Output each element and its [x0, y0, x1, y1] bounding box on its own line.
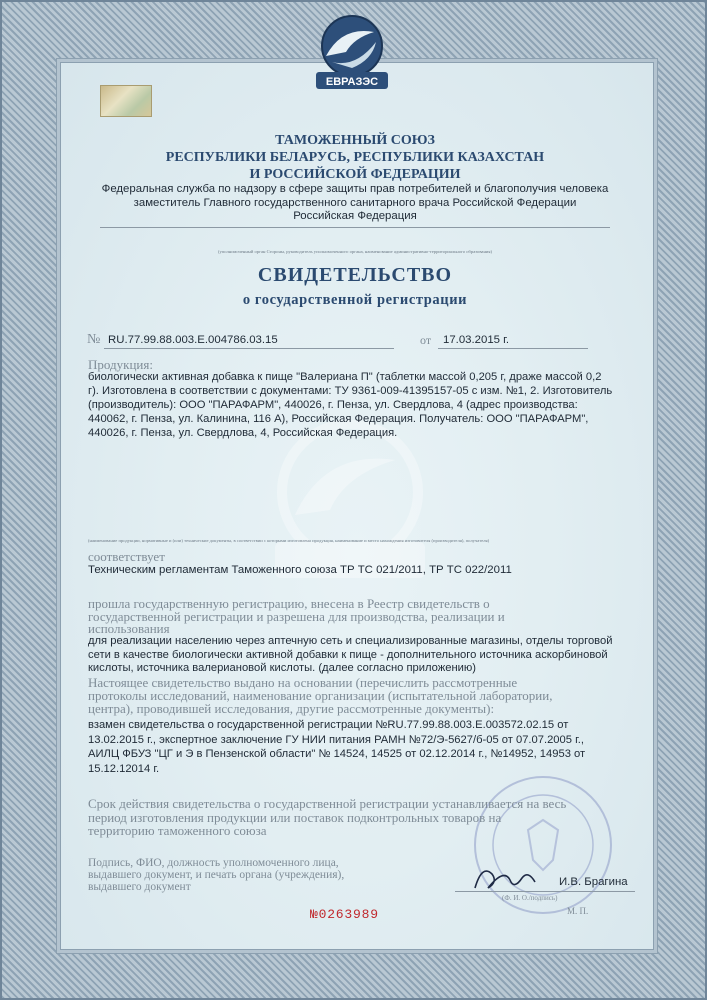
registration-lead [88, 598, 624, 636]
signature-name-caption: (Ф. И. О./подпись) [502, 894, 558, 902]
registration-lead-line: государственной регистрации и разрешена для производства, реализации и [88, 608, 505, 624]
basis-line: АИЛЦ ФБУЗ "ЦГ и Э в Пензенской области" № 14524, 14525 от 02.12.2014 г., №14952, 14953 от [88, 748, 586, 760]
basis-line: 15.12.12014 г. [88, 762, 160, 775]
validity-line: Срок действия свидетельства о государственной регистрации устанавливается на весь [88, 796, 567, 811]
scope-line: для реализации населению через аптечную сеть и специализированные магазины, отделы торговой [88, 635, 613, 647]
basis-lead-line: протоколы исследований, наименование организации (испытательной лаборатории, [88, 688, 553, 703]
product-line: (производитель): ООО "ПАРАФАРМ", 440026, г. Пенза, ул. Свердлова, 4 (адрес производства: [88, 399, 578, 411]
hologram-sticker [100, 85, 152, 117]
signature-caption-line: выдавшего документ [88, 881, 191, 893]
date-underline [438, 348, 588, 349]
scope-line: сети в качестве биологически активной добавки к пище - дополнительного источника аскорбиновой [88, 648, 608, 661]
basis-lead [88, 676, 624, 715]
conformity-value: Техническим регламентам Таможенного союза ТР ТС 021/2011, ТР ТС 022/2011 [88, 564, 512, 576]
conformity-label: соответствует [88, 549, 165, 564]
registration-lead-line: прошла государственную регистрацию, внесена в Реестр свидетельств о [88, 596, 490, 611]
authority-underline [100, 227, 610, 228]
date-label: от [420, 333, 432, 347]
emblem-label: ЕВРАЗЭС [325, 76, 379, 88]
certificate-subtitle: о государственной регистрации [242, 292, 468, 308]
basis-documents [88, 718, 648, 776]
basis-line: 13.02.2015 г., экспертное заключение ГУ НИИ питания РАМН №72/Э-5627/б-05 от 07.07.2005 г., [88, 733, 585, 746]
authority-line-1: Федеральная служба по надзору в сфере защиты прав потребителей и благополучия человека [101, 183, 609, 195]
product-caption: (наименование продукции, нормативные и (или) технические документы, в соответствии с которыми изготовлена продукция, наименование и место нахождения изготовителя (производителя), получателя) [88, 538, 490, 543]
header-federation: И РОССИЙСКОЙ ФЕДЕРАЦИИ [249, 167, 461, 182]
basis-lead-line: Настоящее свидетельство выдано на основании (перечислить рассмотренные [88, 675, 518, 690]
signatory-name: И.В. Брагина [559, 876, 628, 888]
authority-caption: (уполномоченный орган Стороны, руководитель уполномоченного органа, наименование административно-территориального образования) [217, 249, 493, 254]
authority-line-2: заместитель Главного государственного санитарного врача Российской Федерации [133, 196, 577, 209]
eurasec-emblem-icon [302, 12, 402, 94]
validity-text [88, 797, 624, 838]
basis-lead-line: центра), проводившей исследования, другие рассмотренные документы): [88, 701, 495, 716]
signature-caption [88, 857, 344, 893]
product-line: 440062, г. Пенза, ул. Калинина, 116 А), Российская Федерация. Получатель: ООО "ПАРАФАРМ", [88, 413, 589, 425]
signature-caption-line: Подпись, ФИО, должность уполномоченного лица, [88, 857, 339, 869]
signature-underline [455, 891, 635, 892]
header-union: ТАМОЖЕННЫЙ СОЮЗ [275, 133, 435, 148]
authority-line-3: Российская Федерация [293, 210, 417, 222]
signature-caption-line: выдавшего документ, и печать органа (учреждения), [88, 869, 345, 881]
product-line: г). Изготовлена в соответствии с документами: ТУ 9361-009-41395157-05 с изм. №1, 2. Изготовитель [88, 385, 613, 397]
product-line: биологически активная добавка к пище "Валериана П" (таблетки массой 0,205 г, драже массой 0,2 [88, 371, 602, 383]
registration-scope [88, 635, 648, 676]
header-republics: РЕСПУБЛИКИ БЕЛАРУСЬ, РЕСПУБЛИКИ КАЗАХСТАН [165, 150, 545, 165]
registration-date: 17.03.2015 г. [443, 334, 510, 346]
number-underline [104, 348, 394, 349]
registration-lead-line: использования [88, 621, 170, 636]
certificate-title: СВИДЕТЕЛЬСТВО [257, 264, 453, 286]
basis-line: взамен свидетельства о государственной регистрации №RU.77.99.88.003.Е.003572.02.15 от [88, 719, 569, 731]
number-label: № [87, 332, 101, 347]
validity-line: период изготовления продукции или поставок подконтрольных товаров на [88, 809, 502, 825]
product-label: Продукция: [88, 357, 153, 372]
registration-number: RU.77.99.88.003.Е.004786.03.15 [108, 334, 278, 346]
product-line: 440026, г. Пенза, ул. Свердлова, 4, Российская Федерация. [88, 427, 398, 439]
product-description [88, 370, 648, 440]
scope-line: кислоты, источника валериановой кислоты. (далее согласно приложению) [88, 662, 477, 674]
serial-number: №0263989 [310, 907, 379, 922]
validity-line: территорию таможенного союза [88, 823, 267, 838]
mp-label: М. П. [567, 906, 589, 916]
